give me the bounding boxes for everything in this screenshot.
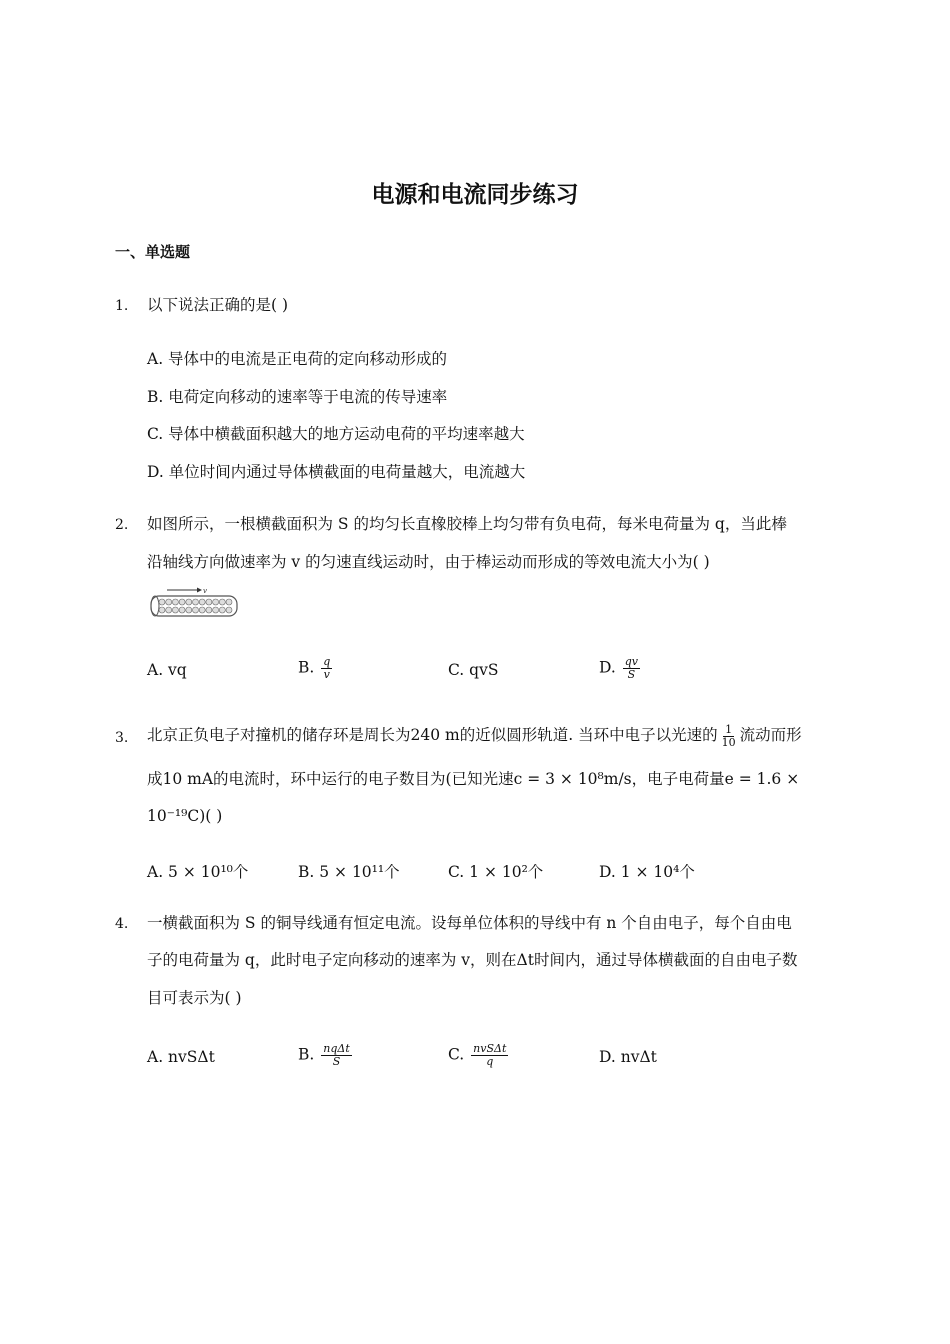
- question-3-option-d: D. 1 × 10⁴个: [599, 863, 695, 881]
- numerator: 1: [725, 722, 733, 736]
- denominator: S: [627, 668, 636, 681]
- charge-dot: [166, 607, 172, 613]
- charge-dot: [172, 607, 178, 613]
- charge-dot: [199, 599, 205, 605]
- numerator: q: [323, 655, 331, 668]
- charge-dot: [206, 607, 212, 613]
- velocity-label: v: [203, 587, 207, 595]
- text-segment: 流动而形: [739, 726, 802, 744]
- question-2-option-d: [599, 656, 642, 681]
- fraction: [321, 1043, 352, 1068]
- rod-body: [151, 596, 237, 616]
- question-1-text: 以下说法正确的是( ): [147, 296, 289, 314]
- option-label: B.: [298, 658, 315, 677]
- fraction: [720, 724, 738, 749]
- question-1-option-c: C. 导体中横截面积越大的地方运动电荷的平均速率越大: [147, 425, 525, 443]
- option-label: D.: [599, 658, 616, 677]
- charge-dot: [179, 599, 185, 605]
- numerator: nvSΔt: [473, 1042, 507, 1055]
- denominator: v: [323, 668, 330, 681]
- question-4-number: 4.: [115, 916, 129, 932]
- fraction: [321, 656, 332, 681]
- question-4-option-d: D. nvΔt: [599, 1048, 657, 1066]
- charge-dot: [186, 599, 192, 605]
- fraction: [471, 1043, 508, 1068]
- charged-rod-figure: [147, 586, 242, 622]
- question-2-number: 2.: [115, 517, 129, 533]
- question-1-option-d: D. 单位时间内通过导体横截面的电荷量越大，电流越大: [147, 463, 526, 481]
- charge-dot: [219, 607, 225, 613]
- question-3-option-b: B. 5 × 10¹¹个: [298, 863, 400, 881]
- denominator: S: [332, 1055, 341, 1068]
- question-4-option-c: [448, 1043, 510, 1068]
- question-1-option-a: A. 导体中的电流是正电荷的定向移动形成的: [147, 350, 448, 368]
- question-1-option-b: B. 电荷定向移动的速率等于电流的传导速率: [147, 388, 448, 406]
- question-4-line-3: 目可表示为( ): [147, 989, 242, 1007]
- question-3-option-c: C. 1 × 10²个: [448, 863, 544, 881]
- charge-dot: [193, 599, 199, 605]
- question-2-line-1: 如图所示，一根横截面积为 S 的均匀长直橡胶棒上均匀带有负电荷，每米电荷量为 q，当此棒: [147, 515, 787, 533]
- question-3-line-2: 成10 mA的电流时，环中运行的电子数目为(已知光速c = 3 × 10⁸m/s，电子电荷量e = 1.6 ×: [147, 770, 800, 788]
- charge-dot: [193, 607, 199, 613]
- charge-dot: [213, 607, 219, 613]
- denominator: q: [486, 1055, 494, 1068]
- velocity-arrowhead: [197, 588, 202, 593]
- charge-dot: [172, 599, 178, 605]
- numerator: nqΔt: [323, 1042, 350, 1055]
- charge-dot: [226, 607, 232, 613]
- question-3-line-3: 10⁻¹⁹C)( ): [147, 807, 223, 825]
- charge-dot: [226, 599, 232, 605]
- charge-dot: [219, 599, 225, 605]
- page-title: 电源和电流同步练习: [371, 182, 579, 208]
- charge-dot: [213, 599, 219, 605]
- question-4-line-2: 子的电荷量为 q，此时电子定向移动的速率为 v，则在Δt时间内，通过导体横截面的自由电子数: [147, 951, 798, 969]
- charge-dot: [159, 607, 165, 613]
- charge-dot: [166, 599, 172, 605]
- question-3-number: 3.: [115, 730, 129, 746]
- question-2-option-a: A. vq: [147, 661, 187, 679]
- fraction: [623, 656, 640, 681]
- question-4-line-1: 一横截面积为 S 的铜导线通有恒定电流。设每单位体积的导线中有 n 个自由电子，每个自由电: [147, 914, 792, 932]
- text-segment: 北京正负电子对撞机的储存环是周长为240 m的近似圆形轨道. 当环中电子以光速的: [147, 726, 718, 744]
- question-2-option-c: C. qvS: [448, 661, 499, 679]
- question-1-number: 1.: [115, 298, 129, 314]
- numerator: qv: [624, 655, 639, 668]
- charge-dot: [179, 607, 185, 613]
- question-3-option-a: A. 5 × 10¹⁰个: [147, 863, 249, 881]
- charge-dot: [206, 599, 212, 605]
- denominator: 10: [721, 735, 736, 749]
- option-label: C.: [448, 1045, 465, 1064]
- question-2-option-b: [298, 656, 334, 681]
- section-heading: 一、单选题: [115, 243, 191, 261]
- question-4-option-b: [298, 1043, 354, 1068]
- charge-dot: [159, 599, 165, 605]
- charge-dot: [186, 607, 192, 613]
- question-2-line-2: 沿轴线方向做速率为 v 的匀速直线运动时，由于棒运动而形成的等效电流大小为( ): [147, 553, 710, 571]
- question-4-option-a: A. nvSΔt: [147, 1048, 215, 1066]
- option-label: B.: [298, 1045, 315, 1064]
- charge-dot: [199, 607, 205, 613]
- question-3-line-1: [147, 716, 847, 754]
